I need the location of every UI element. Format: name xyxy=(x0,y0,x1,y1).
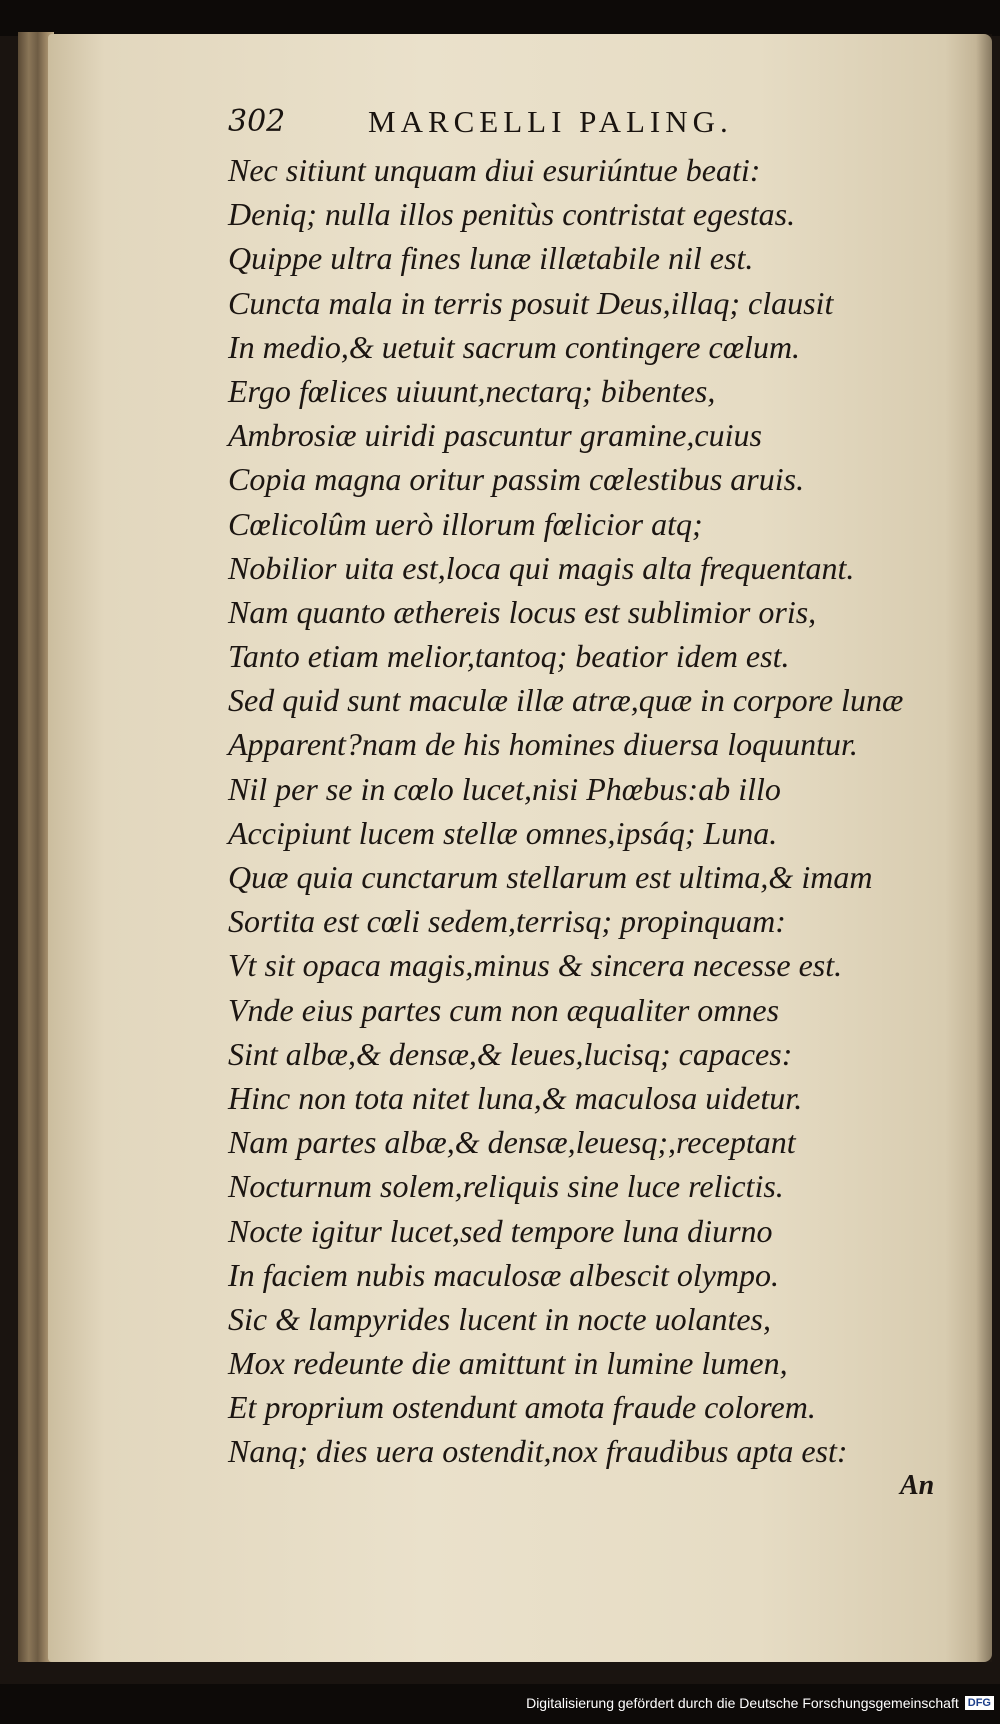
verse-line: Nam quanto æthereis locus est sublimior oris, xyxy=(228,593,817,630)
catchword: An xyxy=(900,1470,935,1501)
verse-line: Apparent?nam de his homines diuersa loquuntur. xyxy=(228,726,858,763)
page-number: 302 xyxy=(228,104,286,139)
verse-line: Copia magna oritur passim cœlestibus aruis. xyxy=(228,461,805,498)
verse-block xyxy=(228,148,958,1474)
verse-line: Ergo fœlices uiuunt,nectarq; bibentes, xyxy=(228,372,716,409)
running-title: MARCELLI PALING. xyxy=(368,104,733,139)
verse-line: Quæ quia cunctarum stellarum est ultima,& imam xyxy=(228,859,873,895)
verse-line: Sortita est cœli sedem,terrisq; propinquam: xyxy=(228,903,786,940)
top-border xyxy=(0,0,1000,36)
verse-line: Sed quid sunt maculæ illæ atræ,quæ in corpore lunæ xyxy=(228,682,904,719)
verse-line: Ambrosiæ uiridi pascuntur gramine,cuius xyxy=(228,417,762,454)
verse-line: Cuncta mala in terris posuit Deus,illaq; clausit xyxy=(228,284,834,321)
verse-line: Et proprium ostendunt amota fraude colorem. xyxy=(228,1389,816,1426)
verse-line: Nec sitiunt unquam diui esuriúntue beati: xyxy=(228,152,761,188)
verse-line: Nocturnum solem,reliquis sine luce relictis. xyxy=(228,1168,784,1205)
verse-line: Nil per se in cœlo lucet,nisi Phœbus:ab illo xyxy=(228,770,781,807)
verse-line: Mox redeunte die amittunt in lumine lumen, xyxy=(228,1345,788,1382)
page-header xyxy=(228,104,968,148)
verse-line: Nobilior uita est,loca qui magis alta frequentant. xyxy=(228,549,855,586)
dfg-logo: DFG xyxy=(965,1696,994,1710)
verse-line: Cœlicolûm uerò illorum fœlicior atq; xyxy=(228,505,703,542)
verse-line: Nanq; dies uera ostendit,nox fraudibus apta est: xyxy=(228,1433,848,1470)
credit-text: Digitalisierung gefördert durch die Deutsche Forschungsgemeinschaft xyxy=(526,1695,959,1711)
verse-line: Sic & lampyrides lucent in nocte uolantes, xyxy=(228,1300,771,1337)
verse-line: Vt sit opaca magis,minus & sincera necesse est. xyxy=(228,947,843,984)
verse-line: In medio,& uetuit sacrum contingere cœlum. xyxy=(228,328,801,365)
verse-line: Vnde eius partes cum non æqualiter omnes xyxy=(228,991,780,1028)
verse-line: Quippe ultra fines lunæ illætabile nil est. xyxy=(228,240,754,277)
verse-line: Nocte igitur lucet,sed tempore luna diurno xyxy=(228,1212,773,1249)
verse-line: Sint albæ,& densæ,& leues,lucisq; capaces: xyxy=(228,1035,793,1072)
digitization-credit xyxy=(526,1692,994,1714)
verse-line: Nam partes albæ,& densæ,leuesq;,receptant xyxy=(228,1124,796,1161)
verse-line: Accipiunt lucem stellæ omnes,ipsáq; Luna. xyxy=(228,814,778,851)
verse-line: In faciem nubis maculosæ albescit olympo. xyxy=(228,1256,780,1293)
verse-line: Tanto etiam melior,tantoq; beatior idem est. xyxy=(228,638,790,675)
page-gutter-shadow xyxy=(976,34,992,1662)
verse-line: Deniq; nulla illos penitùs contristat egestas. xyxy=(228,196,796,233)
verse-line: Hinc non tota nitet luna,& maculosa uidetur. xyxy=(228,1079,803,1116)
